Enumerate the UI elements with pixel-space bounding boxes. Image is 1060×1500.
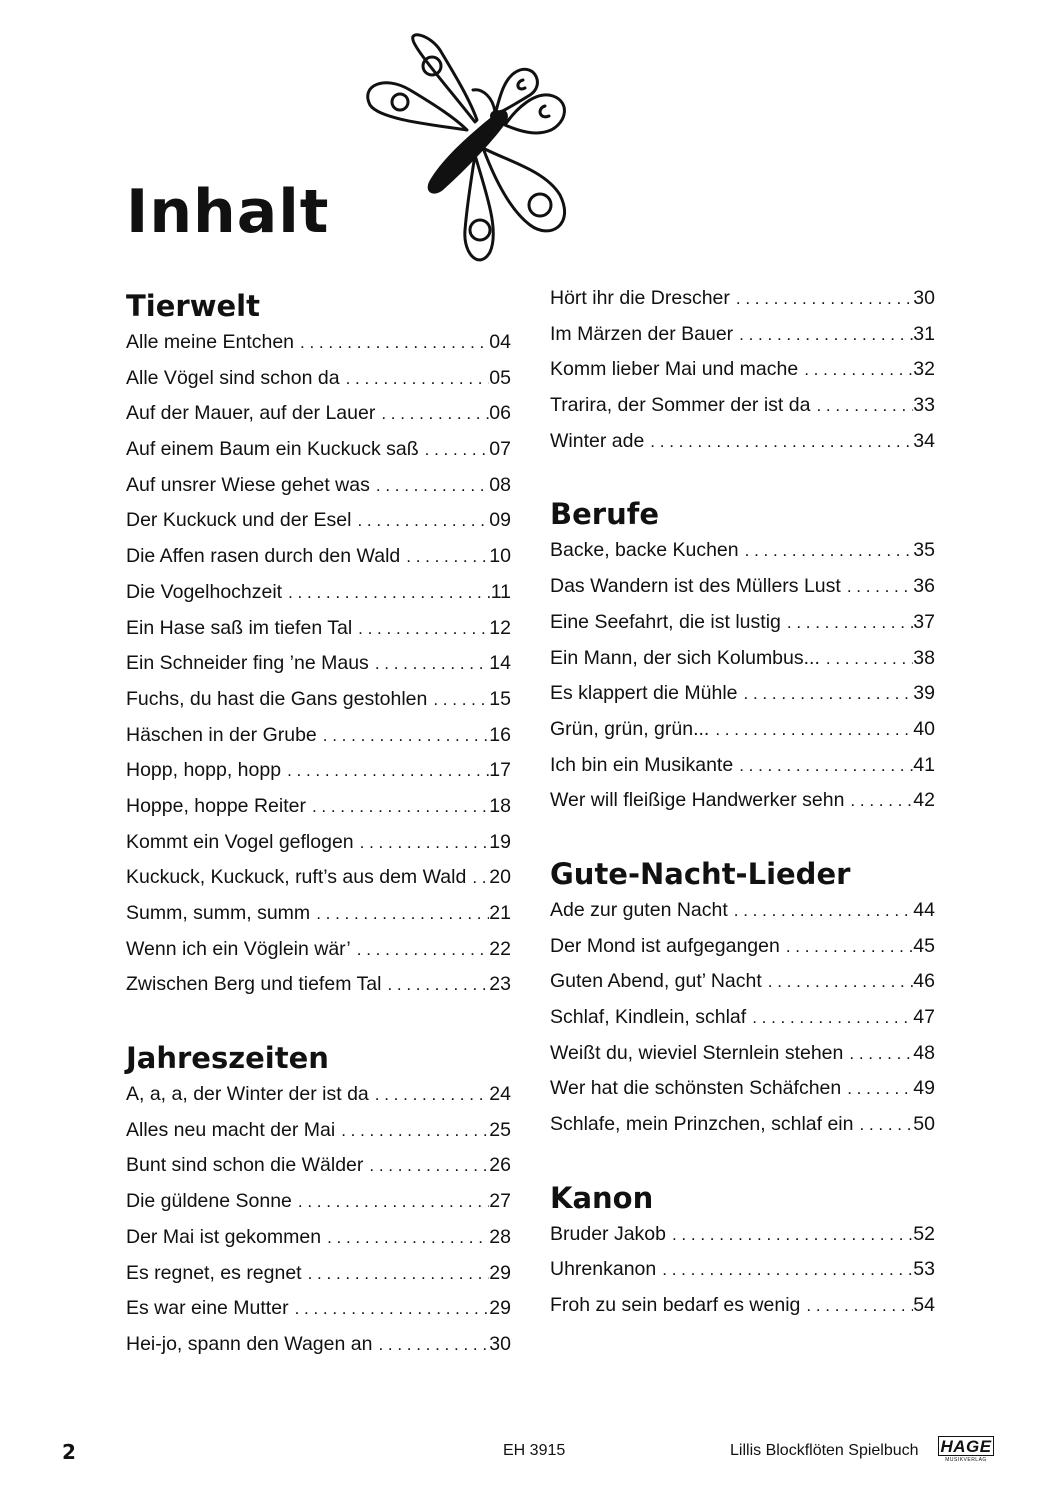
- toc-entry[interactable]: [550, 789, 935, 825]
- toc-entry[interactable]: [126, 331, 511, 367]
- entry-page-number: 30: [913, 287, 935, 309]
- dot-leader: [427, 690, 489, 710]
- entry-title: Auf der Mauer, auf der Lauer: [126, 402, 376, 425]
- toc-entry[interactable]: [126, 652, 511, 688]
- toc-entry[interactable]: [550, 287, 935, 323]
- entry-page-number: 10: [489, 545, 511, 568]
- dot-leader: [762, 972, 914, 992]
- entry-page-number: 30: [489, 1332, 511, 1355]
- dot-leader: [466, 868, 489, 888]
- dot-leader: [841, 1079, 913, 1099]
- toc-entry[interactable]: [550, 647, 935, 683]
- entry-page-number: 41: [913, 753, 935, 776]
- entry-page-number: 28: [489, 1225, 511, 1248]
- toc-entry[interactable]: [550, 754, 935, 790]
- dot-leader: [317, 726, 490, 746]
- dot-leader: [644, 432, 913, 452]
- entry-page-number: 50: [913, 1113, 935, 1136]
- dot-leader: [363, 1156, 489, 1176]
- toc-entry[interactable]: [126, 831, 511, 867]
- toc-entry[interactable]: [126, 1262, 511, 1298]
- entry-title: Wer hat die schönsten Schäfchen: [550, 1077, 842, 1100]
- entry-title: Alle Vögel sind schon da: [126, 366, 340, 389]
- entry-title: Ein Hase saß im tiefen Tal: [126, 616, 353, 639]
- entry-title: Das Wandern ist des Müllers Lust: [550, 575, 841, 598]
- entry-title: Backe, backe Kuchen: [550, 539, 739, 562]
- dot-leader: [844, 791, 913, 811]
- entry-page-number: 33: [913, 394, 935, 417]
- entry-page-number: 34: [913, 429, 935, 452]
- entry-page-number: 23: [489, 973, 511, 996]
- toc-entry[interactable]: [550, 430, 935, 466]
- toc-entry[interactable]: [550, 970, 935, 1006]
- entry-title: Weißt du, wieviel Sternlein stehen: [550, 1041, 844, 1064]
- entry-title: Wer will fleißige Handwerker sehn: [550, 789, 845, 812]
- entry-title: Hopp, hopp, hopp: [126, 759, 282, 782]
- entry-title: Hoppe, hoppe Reiter: [126, 794, 306, 817]
- toc-entry[interactable]: [550, 1006, 935, 1042]
- entry-title: Es regnet, es regnet: [126, 1261, 302, 1284]
- entry-title: Alle meine Entchen: [126, 331, 295, 353]
- entry-title: Es klappert die Mühle: [550, 682, 738, 705]
- entry-page-number: 12: [489, 616, 511, 639]
- publisher-logo-text: HAGE: [938, 1436, 994, 1456]
- page-footer: [0, 1436, 1060, 1476]
- dot-leader: [340, 369, 490, 389]
- dot-leader: [306, 797, 489, 817]
- entry-page-number: 36: [913, 575, 935, 598]
- dot-leader: [369, 654, 489, 674]
- entry-title: Kuckuck, Kuckuck, ruft’s aus dem Wald: [126, 866, 467, 889]
- dot-leader: [733, 756, 913, 776]
- entry-title: Summ, summ, summ: [126, 902, 311, 924]
- entry-title: A, a, a, der Winter der ist da: [126, 1083, 369, 1106]
- entry-page-number: 18: [489, 794, 511, 817]
- toc-entry[interactable]: [126, 367, 511, 403]
- toc-entry[interactable]: [126, 509, 511, 545]
- toc-entry[interactable]: [126, 795, 511, 831]
- toc-entry[interactable]: [126, 902, 511, 938]
- entry-page-number: 46: [913, 970, 935, 993]
- toc-entry[interactable]: [550, 611, 935, 647]
- entry-page-number: 04: [489, 331, 511, 353]
- dot-leader: [709, 720, 913, 740]
- entry-title: Der Mai ist gekommen: [126, 1225, 322, 1248]
- entry-page-number: 19: [489, 830, 511, 853]
- dot-leader: [375, 404, 489, 424]
- dot-leader: [400, 547, 489, 567]
- entry-page-number: 35: [913, 539, 935, 562]
- dot-leader: [781, 613, 913, 633]
- entry-page-number: 20: [489, 866, 511, 889]
- dot-leader: [666, 1225, 913, 1245]
- entry-page-number: 25: [489, 1118, 511, 1141]
- entry-page-number: 39: [913, 682, 935, 705]
- dot-leader: [738, 684, 914, 704]
- entry-page-number: 15: [489, 687, 511, 710]
- dot-leader: [351, 940, 490, 960]
- toc-entry[interactable]: [126, 1154, 511, 1190]
- entry-page-number: 49: [913, 1077, 935, 1100]
- entry-page-number: 11: [490, 580, 511, 603]
- dot-leader: [739, 541, 914, 561]
- toc-column-left: [126, 287, 511, 1399]
- entry-page-number: 45: [913, 934, 935, 957]
- toc-entry[interactable]: [550, 1042, 935, 1078]
- entry-page-number: 26: [489, 1154, 511, 1177]
- entry-page-number: 29: [489, 1261, 511, 1284]
- toc-entry[interactable]: [126, 1226, 511, 1262]
- entry-title: Ein Schneider fing ’ne Maus: [126, 652, 369, 675]
- toc-entry[interactable]: [550, 575, 935, 611]
- page-title: Inhalt: [126, 177, 330, 247]
- toc-entry[interactable]: [126, 1083, 511, 1119]
- toc-section: [550, 855, 935, 1149]
- entry-page-number: 29: [489, 1297, 511, 1320]
- dot-leader: [281, 761, 489, 781]
- section-heading: Berufe: [550, 497, 660, 532]
- entry-title: Winter ade: [550, 429, 645, 452]
- entry-title: Bunt sind schon die Wälder: [126, 1154, 364, 1177]
- toc-entry[interactable]: [126, 688, 511, 724]
- dot-leader: [369, 1085, 490, 1105]
- dot-leader: [419, 440, 490, 460]
- section-heading: Tierwelt: [126, 289, 260, 323]
- entry-title: Die Affen rasen durch den Wald: [126, 545, 401, 568]
- toc-entry[interactable]: [126, 545, 511, 581]
- toc-entry[interactable]: [550, 1113, 935, 1149]
- entry-title: Ich bin ein Musikante: [550, 753, 734, 776]
- dot-leader: [656, 1260, 913, 1280]
- entry-title: Häschen in der Grube: [126, 723, 317, 746]
- toc-entry[interactable]: [126, 1119, 511, 1155]
- dot-leader: [321, 1228, 489, 1248]
- entry-page-number: 40: [913, 717, 935, 740]
- dot-leader: [841, 577, 913, 597]
- edition-number: EH 3915: [503, 1442, 566, 1459]
- toc-entry[interactable]: [126, 724, 511, 760]
- toc-entry[interactable]: [550, 935, 935, 971]
- dot-leader: [335, 1121, 489, 1141]
- entry-page-number: 27: [489, 1190, 511, 1213]
- entry-title: Auf unsrer Wiese gehet was: [126, 473, 370, 496]
- dot-leader: [294, 333, 489, 353]
- entry-page-number: 53: [913, 1258, 935, 1281]
- publisher-logo-sub: MUSIKVERLAG: [945, 1457, 987, 1463]
- dot-leader: [372, 1335, 489, 1355]
- dot-leader: [302, 1264, 490, 1284]
- entry-title: Alles neu macht der Mai: [126, 1118, 336, 1141]
- toc-column-right: [550, 287, 935, 1360]
- entry-page-number: 54: [913, 1294, 935, 1317]
- book-title: Lillis Blockflöten Spielbuch: [730, 1442, 919, 1459]
- entry-page-number: 47: [913, 1006, 935, 1028]
- entry-title: Froh zu sein bedarf es wenig: [550, 1294, 801, 1317]
- entry-page-number: 44: [913, 898, 935, 921]
- entry-page-number: 07: [489, 438, 511, 461]
- toc-entry[interactable]: [126, 973, 511, 1009]
- dot-leader: [354, 833, 490, 853]
- dot-leader: [746, 1008, 913, 1028]
- toc-section: [126, 287, 511, 1009]
- entry-title: Fuchs, du hast die Gans gestohlen: [126, 687, 428, 710]
- toc-entry[interactable]: [126, 1333, 511, 1369]
- entry-page-number: 31: [913, 322, 935, 345]
- dot-leader: [292, 1192, 489, 1212]
- entry-page-number: 42: [913, 789, 935, 812]
- entry-title: Im Märzen der Bauer: [550, 322, 734, 345]
- toc-entry[interactable]: [126, 617, 511, 653]
- toc-entry[interactable]: [126, 474, 511, 510]
- toc-entry[interactable]: [550, 1294, 935, 1330]
- entry-title: Guten Abend, gut’ Nacht: [550, 970, 762, 993]
- toc-entry[interactable]: [550, 682, 935, 718]
- entry-page-number: 24: [489, 1083, 511, 1106]
- entry-title: Grün, grün, grün...: [550, 717, 710, 740]
- entry-title: Hört ihr die Drescher: [550, 287, 730, 309]
- toc-entry[interactable]: [126, 402, 511, 438]
- entry-title: Schlafe, mein Prinzchen, schlaf ein: [550, 1113, 854, 1136]
- publisher-logo: [938, 1436, 994, 1464]
- dot-leader: [352, 619, 489, 639]
- toc-section: [550, 1179, 935, 1330]
- entry-page-number: 21: [489, 902, 511, 924]
- dot-leader: [289, 1299, 490, 1319]
- dot-leader: [820, 649, 913, 669]
- dot-leader: [733, 325, 913, 345]
- dot-leader: [798, 360, 913, 380]
- entry-title: Trarira, der Sommer der ist da: [550, 394, 811, 417]
- toc-entry[interactable]: [550, 1077, 935, 1113]
- toc-entry[interactable]: [126, 1190, 511, 1226]
- entry-title: Ade zur guten Nacht: [550, 898, 728, 921]
- entry-page-number: 06: [489, 402, 511, 425]
- toc-entry[interactable]: [126, 866, 511, 902]
- dot-leader: [730, 289, 913, 309]
- dot-leader: [800, 1296, 913, 1316]
- toc-entry[interactable]: [126, 581, 511, 617]
- entry-title: Die Vogelhochzeit: [126, 580, 283, 603]
- section-heading: Kanon: [550, 1180, 654, 1215]
- dot-leader: [728, 901, 914, 921]
- toc-section: [550, 495, 935, 825]
- dot-leader: [381, 975, 489, 995]
- page-number: 2: [62, 1440, 76, 1464]
- entry-page-number: 22: [489, 937, 511, 960]
- dot-leader: [780, 937, 913, 957]
- entry-title: Auf einem Baum ein Kuckuck saß: [126, 438, 419, 461]
- entry-page-number: 17: [489, 759, 511, 782]
- dot-leader: [351, 511, 489, 531]
- toc-entry[interactable]: [550, 358, 935, 394]
- toc-entry[interactable]: [126, 759, 511, 795]
- entry-title: Die güldene Sonne: [126, 1190, 292, 1213]
- entry-page-number: 05: [489, 366, 511, 389]
- toc-entry[interactable]: [550, 394, 935, 430]
- toc-entry[interactable]: [126, 1297, 511, 1333]
- entry-title: Eine Seefahrt, die ist lustig: [550, 610, 781, 633]
- dot-leader: [282, 583, 491, 603]
- entry-title: Kommt ein Vogel geflogen: [126, 830, 354, 853]
- dot-leader: [810, 396, 913, 416]
- toc-entry[interactable]: [550, 899, 935, 935]
- dot-leader: [843, 1044, 913, 1064]
- entry-page-number: 14: [489, 652, 511, 675]
- entry-page-number: 08: [489, 473, 511, 496]
- section-heading: Jahreszeiten: [126, 1041, 329, 1076]
- entry-title: Schlaf, Kindlein, schlaf: [550, 1006, 747, 1028]
- toc-entry[interactable]: [550, 1258, 935, 1294]
- dot-leader: [370, 476, 489, 496]
- toc-entry[interactable]: [550, 1223, 935, 1259]
- entry-title: Bruder Jakob: [550, 1222, 666, 1245]
- entry-page-number: 52: [913, 1222, 935, 1245]
- entry-title: Wenn ich ein Vöglein wär’: [126, 937, 351, 960]
- entry-title: Ein Mann, der sich Kolumbus...: [550, 646, 820, 669]
- toc-section: [126, 1039, 511, 1369]
- entry-page-number: 16: [489, 723, 511, 746]
- section-heading: Gute-Nacht-Lieder: [550, 856, 851, 891]
- entry-title: Hei-jo, spann den Wagen an: [126, 1332, 373, 1355]
- dot-leader: [310, 904, 489, 924]
- entry-title: Der Kuckuck und der Esel: [126, 509, 352, 532]
- entry-title: Es war eine Mutter: [126, 1297, 289, 1320]
- entry-title: Komm lieber Mai und mache: [550, 358, 799, 381]
- entry-page-number: 37: [913, 610, 935, 633]
- entry-page-number: 38: [913, 646, 935, 669]
- entry-page-number: 09: [489, 509, 511, 532]
- toc-entry[interactable]: [126, 438, 511, 474]
- entry-title: Uhrenkanon: [550, 1258, 657, 1281]
- toc-section: [550, 287, 935, 465]
- toc-entry[interactable]: [126, 938, 511, 974]
- entry-page-number: 48: [913, 1041, 935, 1064]
- entry-page-number: 32: [913, 358, 935, 381]
- toc-entry[interactable]: [550, 718, 935, 754]
- butterfly-icon: [355, 30, 580, 265]
- toc-entry[interactable]: [550, 539, 935, 575]
- entry-title: Der Mond ist aufgegangen: [550, 934, 780, 957]
- entry-title: Zwischen Berg und tiefem Tal: [126, 973, 382, 996]
- toc-entry[interactable]: [550, 323, 935, 359]
- dot-leader: [854, 1115, 914, 1135]
